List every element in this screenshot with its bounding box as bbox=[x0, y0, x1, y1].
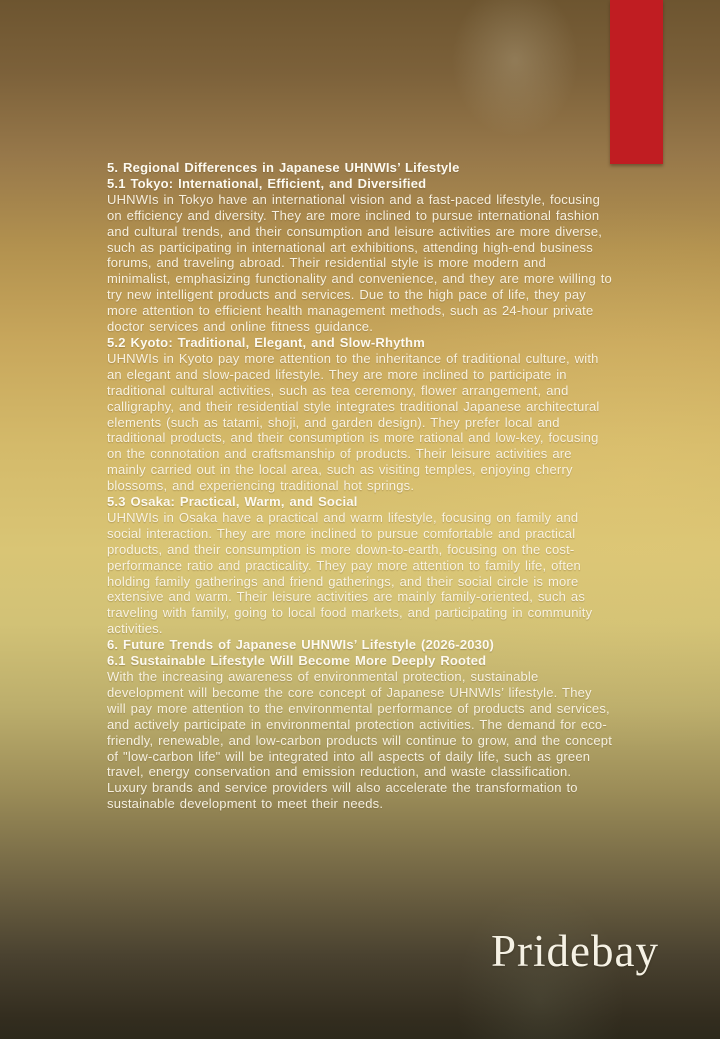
section-paragraph: UHNWIs in Osaka have a practical and warm lifestyle, focusing on family and social interaction. They are more inclined to pursue comfortable and practical products, and their consumption is more down-to-earth, focusing on the cost-performance ratio and practicality. They pay more attention to family life, often holding family gatherings and friend gatherings, and their social circle is more extensive and warm. Their leisure activities are mainly family-oriented, such as traveling with family, going to local food markets, and participating in community activities. bbox=[107, 509, 593, 637]
section-paragraph: UHNWIs in Tokyo have an international vision and a fast-paced lifestyle, focusing on efficiency and diversity. They are more inclined to pursue international fashion and cultural trends, and their consumption and leisure activities are more diverse, such as participating in international art exhibitions, attending high-end business forums, and traveling abroad. Their residential style is more modern and minimalist, emphasizing functionality and convenience, and they are more willing to try new intelligent products and services. Due to the high pace of life, they pay more attention to efficient health management methods, such as 24-hour private doctor services and online fitness guidance. bbox=[107, 191, 612, 335]
section-heading: 6. Future Trends of Japanese UHNWIs’ Lifestyle (2026-2030) bbox=[107, 637, 495, 653]
section-heading: 5. Regional Differences in Japanese UHNWIs’ Lifestyle bbox=[107, 160, 460, 175]
section-heading: 5.1 Tokyo: International, Efficient, and Diversified bbox=[107, 175, 427, 191]
content-section bbox=[107, 160, 613, 176]
content-section bbox=[107, 176, 613, 335]
content-section bbox=[107, 494, 613, 637]
content-sections bbox=[107, 160, 613, 812]
red-accent-bar bbox=[610, 0, 663, 164]
content-section bbox=[107, 653, 613, 812]
pridebay-logo: Pridebay bbox=[491, 926, 659, 976]
section-paragraph: UHNWIs in Kyoto pay more attention to the inheritance of traditional culture, with an elegant and slow-paced lifestyle. They are more inclined to participate in traditional cultural activities, such as tea ceremony, flower arrangement, and calligraphy, and their residential style integrates traditional Japanese architectural elements (such as tatami, shoji, and garden design). They prefer local and traditional products, and their consumption is more rational and low-key, focusing on the connotation and craftsmanship of products. Their leisure activities are mainly carried out in the local area, such as visiting temples, enjoying cherry blossoms, and experiencing traditional hot springs. bbox=[107, 350, 600, 494]
section-heading: 6.1 Sustainable Lifestyle Will Become More Deeply Rooted bbox=[107, 653, 487, 669]
section-paragraph: With the increasing awareness of environmental protection, sustainable development will become the core concept of Japanese UHNWIs’ lifestyle. They will pay more attention to the environmental performance of products and services, and actively participate in environmental protection activities. The demand for eco-friendly, renewable, and low-carbon products will continue to grow, and the concept of "low-carbon life" will be integrated into all aspects of daily life, such as green travel, energy conservation and emission reduction, and waste classification. Luxury brands and service providers will also accelerate the transformation to sustainable development to meet their needs. bbox=[107, 669, 613, 812]
content-section bbox=[107, 637, 613, 653]
content-section bbox=[107, 335, 613, 494]
section-heading: 5.2 Kyoto: Traditional, Elegant, and Slow-Rhythm bbox=[107, 334, 425, 350]
section-heading: 5.3 Osaka: Practical, Warm, and Social bbox=[107, 494, 358, 510]
